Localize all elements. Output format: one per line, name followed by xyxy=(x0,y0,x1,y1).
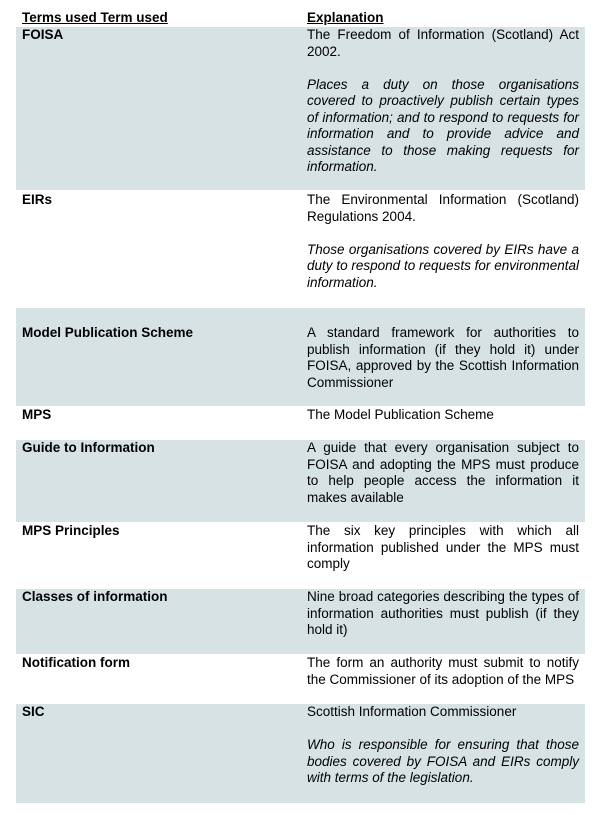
explanation-text: The Environmental Information (Scotland) Regulations 2004. xyxy=(307,192,579,224)
explanation-text: A guide that every organisation subject to FOISA and adopting the MPS must produce to help people access the information it makes available xyxy=(307,440,579,505)
table-row xyxy=(16,308,585,406)
table-row xyxy=(16,27,585,190)
table-row xyxy=(16,704,585,803)
explanation-note: Places a duty on those organisations covered to proactively publish certain types of information; and to respond to requests for information and to provide advice and assistance to those making requests for information. xyxy=(307,76,579,174)
explanation-cell xyxy=(307,523,579,573)
explanation-text: Nine broad categories describing the types of information authorities must publish (if they hold it) xyxy=(307,589,579,637)
term-cell: MPS xyxy=(22,407,52,422)
explanation-cell xyxy=(307,192,579,291)
explanation-cell xyxy=(307,407,579,424)
term-cell: MPS Principles xyxy=(22,523,120,538)
term-cell: Guide to Information xyxy=(22,440,155,455)
explanation-cell xyxy=(307,440,579,506)
terms-column-header: Terms used Term used xyxy=(22,10,168,25)
explanation-text: The six key principles with which all information published under the MPS must comply xyxy=(307,523,579,571)
term-cell: SIC xyxy=(22,704,45,719)
term-cell: Notification form xyxy=(22,655,130,670)
explanation-text: Scottish Information Commissioner xyxy=(307,704,517,719)
explanation-text: The Model Publication Scheme xyxy=(307,407,494,422)
explanation-column-header: Explanation xyxy=(307,10,384,25)
explanation-cell xyxy=(307,704,579,787)
term-cell: Model Publication Scheme xyxy=(22,325,194,340)
table-row xyxy=(16,523,585,588)
table-row xyxy=(16,655,585,704)
term-cell: EIRs xyxy=(22,192,53,207)
explanation-text: A standard framework for authorities to publish information (if they hold it) under FOISA, approved by the Scottish Information Commissioner xyxy=(307,325,579,390)
table-row xyxy=(16,589,585,654)
explanation-text: The Freedom of Information (Scotland) Act 2002. xyxy=(307,27,579,59)
explanation-text: The form an authority must submit to notify the Commissioner of its adoption of the MPS xyxy=(307,655,579,687)
term-cell: FOISA xyxy=(22,27,64,42)
explanation-cell xyxy=(307,655,579,688)
explanation-cell xyxy=(307,589,579,639)
table-row xyxy=(16,192,585,307)
explanation-cell xyxy=(307,27,579,176)
explanation-note: Who is responsible for ensuring that those bodies covered by FOISA and EIRs comply with terms of the legislation. xyxy=(307,737,579,785)
explanation-note: Those organisations covered by EIRs have a duty to respond to requests for environmental information. xyxy=(307,241,579,290)
explanation-cell xyxy=(307,325,579,391)
table-row xyxy=(16,440,585,522)
table-row xyxy=(16,407,585,439)
term-cell: Classes of information xyxy=(22,589,168,604)
